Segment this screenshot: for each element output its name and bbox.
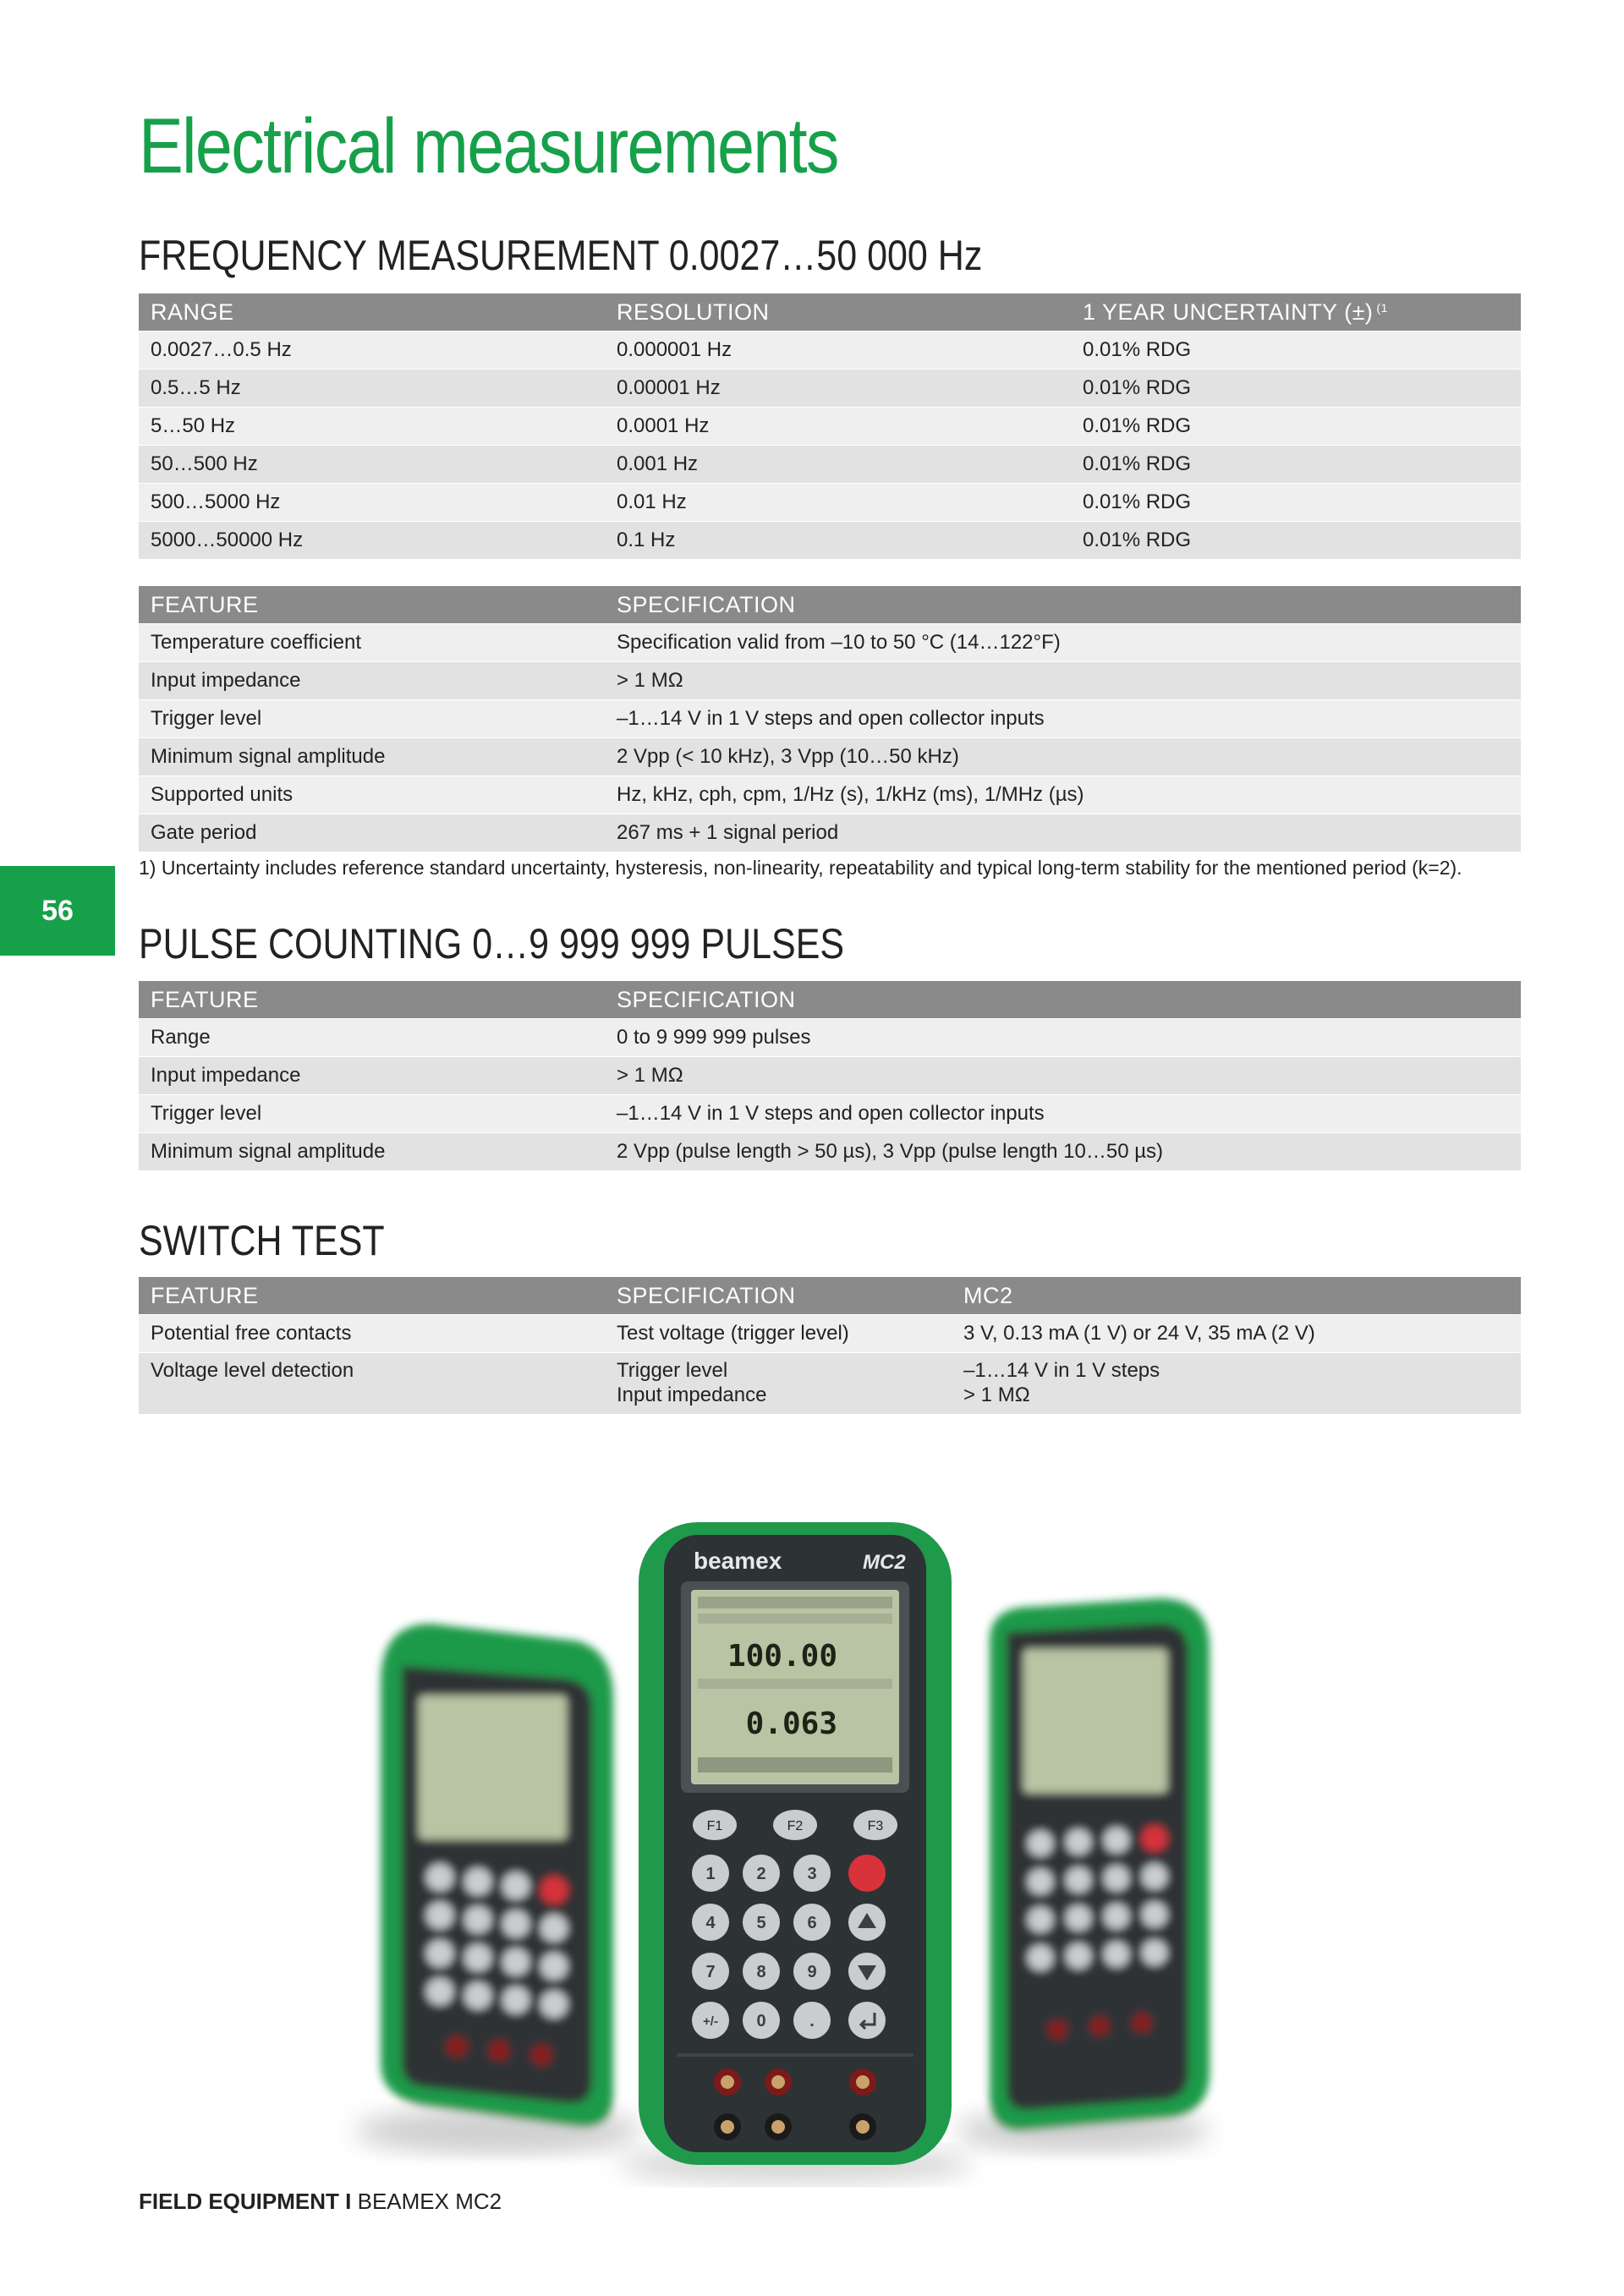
specification-cell [605, 1353, 952, 1415]
table-row [139, 662, 1521, 700]
switch-section-title: SWITCH TEST [139, 1217, 385, 1264]
switch-feature-table [139, 1277, 1521, 1414]
key-label: 4 [705, 1914, 716, 1932]
specification-cell: Specification valid from –10 to 50 °C (14…122°F) [605, 624, 1521, 662]
mc2-cell [952, 1353, 1521, 1415]
feature-cell: Minimum signal amplitude [139, 1133, 605, 1171]
feature-cell: Potential free contacts [139, 1315, 605, 1353]
uncertainty-cell: 0.01% RDG [1071, 370, 1521, 408]
calibrator-left-blurred [355, 1624, 643, 2155]
column-header-specification: SPECIFICATION [605, 1277, 952, 1315]
range-cell: 5…50 Hz [139, 408, 605, 446]
footer-product: BEAMEX MC2 [357, 2189, 502, 2214]
key-label: 7 [705, 1963, 716, 1981]
resolution-cell: 0.000001 Hz [605, 332, 1071, 370]
page-footer [139, 2189, 502, 2215]
footer-separator: I [345, 2189, 352, 2214]
table-row [139, 1019, 1521, 1057]
column-header-specification: SPECIFICATION [605, 981, 1521, 1019]
feature-cell: Input impedance [139, 662, 605, 700]
power-key[interactable] [848, 1855, 886, 1892]
frequency-range-table [139, 293, 1521, 559]
mc2-line: –1…14 V in 1 V steps [963, 1359, 1160, 1382]
table-row [139, 700, 1521, 738]
table-row [139, 446, 1521, 484]
uncertainty-cell: 0.01% RDG [1071, 332, 1521, 370]
footer-section: FIELD EQUIPMENT [139, 2189, 339, 2214]
range-cell: 5000…50000 Hz [139, 522, 605, 560]
table-row [139, 624, 1521, 662]
resolution-cell: 0.001 Hz [605, 446, 1071, 484]
footnote: 1) Uncertainty includes reference standard uncertainty, hysteresis, non-linearity, repeatability and typical long-term stability for the mentioned period (k=2). [139, 857, 1462, 879]
column-header-feature: FEATURE [139, 1277, 605, 1315]
column-header-range: RANGE [139, 293, 605, 332]
resolution-cell: 0.01 Hz [605, 484, 1071, 522]
page-title: Electrical measurements [139, 103, 838, 189]
table-row [139, 1095, 1521, 1133]
key-label: 2 [756, 1865, 766, 1883]
product-photo [321, 1488, 1252, 2190]
screen-reading-bottom: 0.063 [745, 1707, 837, 1741]
key-label: 5 [756, 1914, 766, 1932]
brand-logo: beamex [694, 1548, 782, 1574]
table-row [139, 1133, 1521, 1171]
frequency-feature-table [139, 586, 1521, 852]
key-label: 3 [807, 1865, 817, 1883]
key-label: 6 [807, 1914, 817, 1932]
range-cell: 50…500 Hz [139, 446, 605, 484]
calibrator-right-blurred [956, 1598, 1210, 2153]
mc2-line: > 1 MΩ [963, 1384, 1030, 1406]
f3-label: F3 [867, 1819, 884, 1833]
uncertainty-cell: 0.01% RDG [1071, 446, 1521, 484]
table-row [139, 522, 1521, 560]
table-row [139, 370, 1521, 408]
range-cell: 0.0027…0.5 Hz [139, 332, 605, 370]
f1-label: F1 [706, 1819, 723, 1833]
table-row [139, 814, 1521, 852]
table-row [139, 738, 1521, 776]
feature-cell: Temperature coefficient [139, 624, 605, 662]
page-number-tab: 56 [0, 866, 115, 956]
key-label: +/- [703, 2014, 718, 2029]
specification-cell: 2 Vpp (< 10 kHz), 3 Vpp (10…50 kHz) [605, 738, 1521, 776]
specification-cell: > 1 MΩ [605, 1057, 1521, 1095]
table-row [139, 776, 1521, 814]
column-header-feature: FEATURE [139, 981, 605, 1019]
specification-cell: 0 to 9 999 999 pulses [605, 1019, 1521, 1057]
footnote-marker: (1 [1376, 300, 1388, 315]
table-row [139, 408, 1521, 446]
pulse-feature-table [139, 981, 1521, 1170]
specification-cell: 2 Vpp (pulse length > 50 µs), 3 Vpp (pulse length 10…50 µs) [605, 1133, 1521, 1171]
mc2-cell: 3 V, 0.13 mA (1 V) or 24 V, 35 mA (2 V) [952, 1315, 1521, 1353]
table-row [139, 1315, 1521, 1353]
key-label: . [809, 2012, 815, 2030]
range-cell: 500…5000 Hz [139, 484, 605, 522]
specification-cell: –1…14 V in 1 V steps and open collector inputs [605, 1095, 1521, 1133]
feature-cell: Gate period [139, 814, 605, 852]
key-label: 9 [807, 1963, 817, 1981]
specification-cell: Test voltage (trigger level) [605, 1315, 952, 1353]
column-header-uncertainty: 1 YEAR UNCERTAINTY (±) $^{(1}$ [1071, 293, 1521, 332]
key-label: 1 [705, 1865, 716, 1883]
table-row [139, 484, 1521, 522]
feature-cell: Input impedance [139, 1057, 605, 1095]
key-label: 8 [756, 1963, 766, 1981]
feature-cell: Minimum signal amplitude [139, 738, 605, 776]
column-header-feature: FEATURE [139, 586, 605, 624]
specification-cell: 267 ms + 1 signal period [605, 814, 1521, 852]
column-header-mc2: MC2 [952, 1277, 1521, 1315]
feature-cell: Range [139, 1019, 605, 1057]
feature-cell: Voltage level detection [139, 1353, 605, 1415]
pulse-section-title: PULSE COUNTING 0…9 999 999 PULSES [139, 920, 845, 967]
table-row [139, 332, 1521, 370]
range-cell: 0.5…5 Hz [139, 370, 605, 408]
feature-cell: Trigger level [139, 1095, 605, 1133]
table-row [139, 1353, 1521, 1415]
feature-cell: Trigger level [139, 700, 605, 738]
calibrator-center [617, 1522, 973, 2184]
enter-key[interactable] [848, 2002, 886, 2039]
table-row [139, 1057, 1521, 1095]
spec-line: Input impedance [617, 1384, 767, 1406]
column-header-resolution: RESOLUTION [605, 293, 1071, 332]
key-label: 0 [756, 2012, 766, 2030]
resolution-cell: 0.1 Hz [605, 522, 1071, 560]
uncertainty-cell: 0.01% RDG [1071, 484, 1521, 522]
resolution-cell: 0.00001 Hz [605, 370, 1071, 408]
specification-cell: > 1 MΩ [605, 662, 1521, 700]
frequency-section-title: FREQUENCY MEASUREMENT 0.0027…50 000 Hz [139, 232, 983, 279]
screen-reading-top: 100.00 [727, 1639, 837, 1674]
feature-cell: Supported units [139, 776, 605, 814]
resolution-cell: 0.0001 Hz [605, 408, 1071, 446]
uncertainty-cell: 0.01% RDG [1071, 522, 1521, 560]
column-header-specification: SPECIFICATION [605, 586, 1521, 624]
uncertainty-cell: 0.01% RDG [1071, 408, 1521, 446]
f2-label: F2 [787, 1819, 804, 1833]
specification-cell: Hz, kHz, cph, cpm, 1/Hz (s), 1/kHz (ms), 1/MHz (µs) [605, 776, 1521, 814]
specification-cell: –1…14 V in 1 V steps and open collector inputs [605, 700, 1521, 738]
model-label: MC2 [863, 1551, 906, 1574]
spec-line: Trigger level [617, 1359, 728, 1382]
